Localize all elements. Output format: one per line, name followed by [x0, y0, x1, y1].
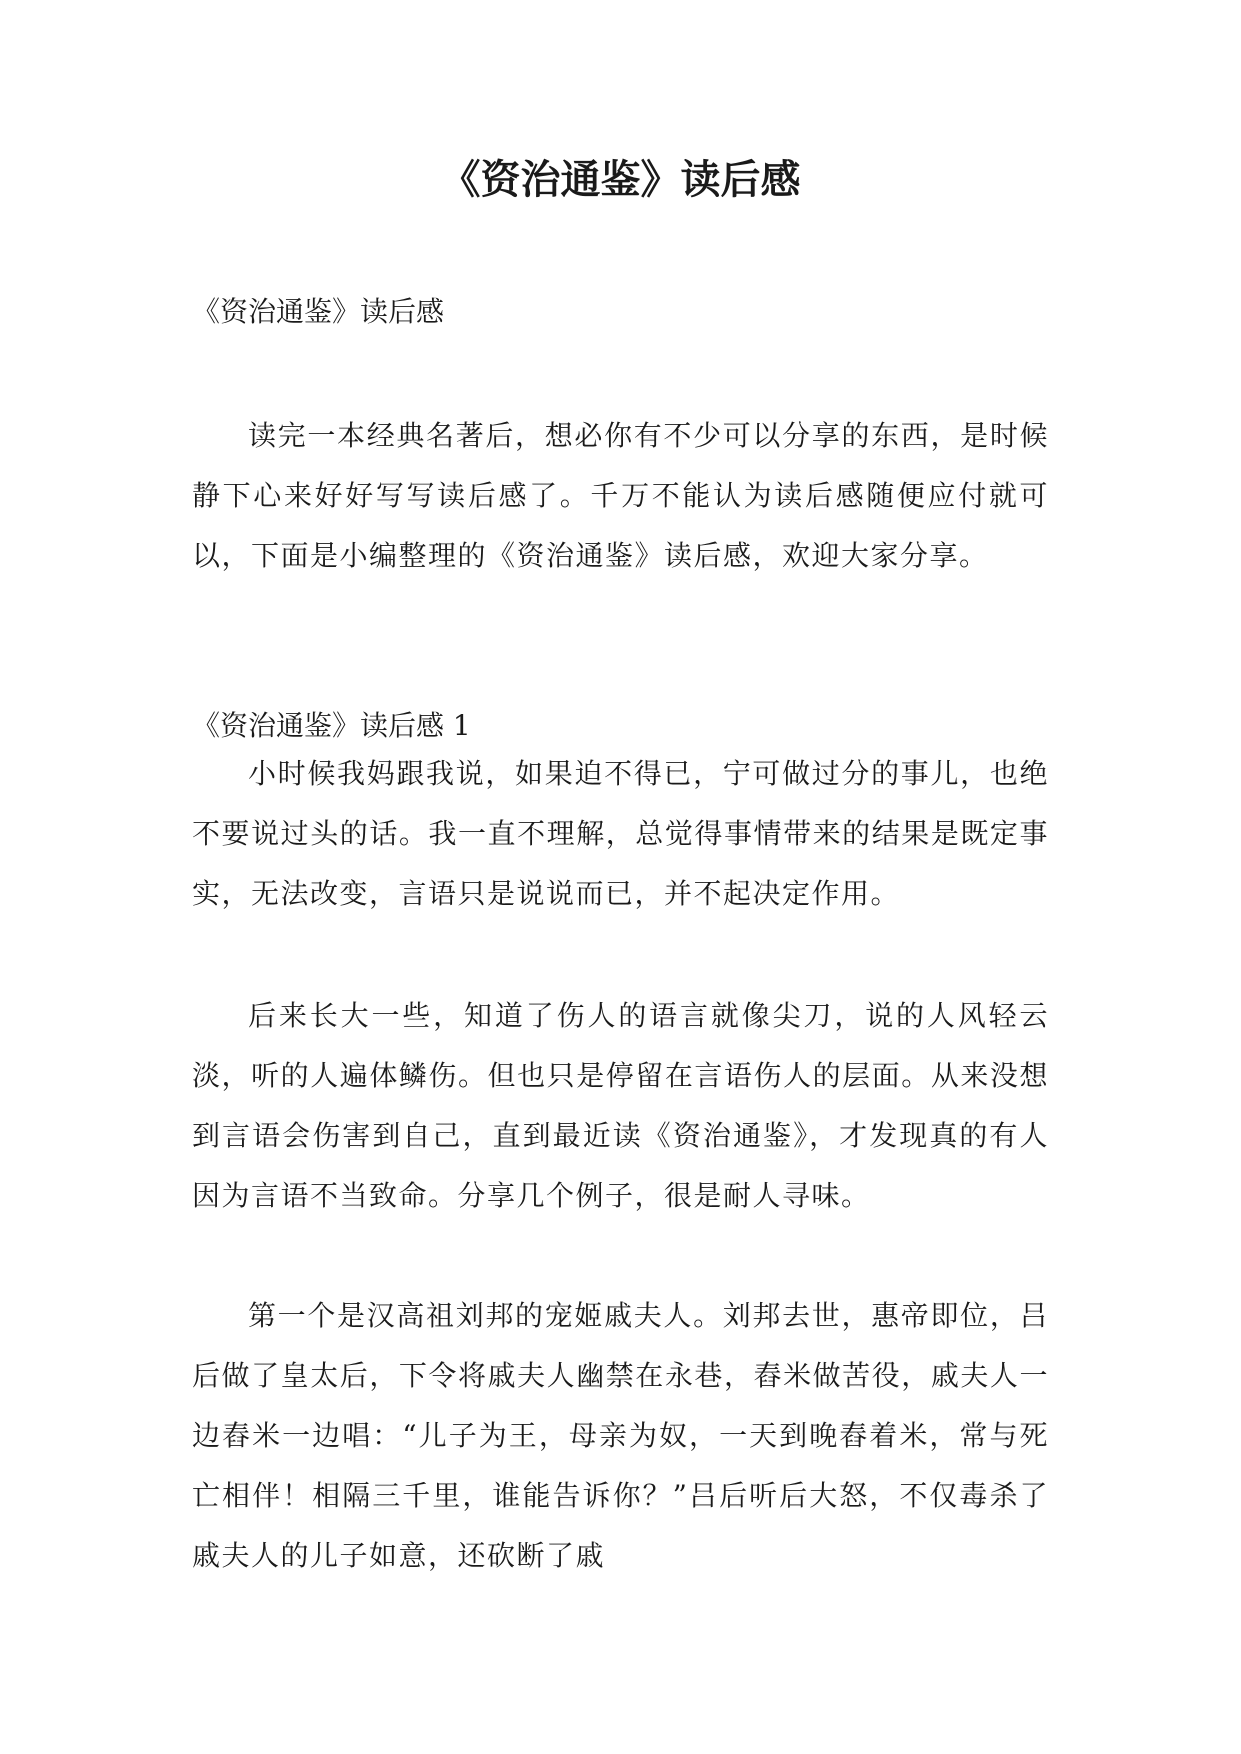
document-subtitle: 《资治通鉴》读后感 — [192, 295, 445, 328]
body-paragraph: 第一个是汉高祖刘邦的宠姬戚夫人。刘邦去世，惠帝即位，吕后做了皇太后，下令将戚夫人幽禁在永巷，舂米做苦役，戚夫人一边舂米一边唱：“儿子为王，母亲为奴，一天到晚舂着米，常与死亡相伴！相隔三千里，谁能告诉你？”吕后听后大怒，不仅毒杀了戚夫人的儿子如意，还砍断了戚 — [192, 1299, 1049, 1572]
body-paragraph: 后来长大一些，知道了伤人的语言就像尖刀，说的人风轻云淡，听的人遍体鳞伤。但也只是停留在言语伤人的层面。从来没想到言语会伤害到自己，直到最近读《资治通鉴》，才发现真的有人因为言语不当致命。分享几个例子，很是耐人寻味。 — [192, 999, 1049, 1212]
intro-paragraph: 读完一本经典名著后，想必你有不少可以分享的东西，是时候静下心来好好写写读后感了。千万不能认为读后感随便应付就可以，下面是小编整理的《资治通鉴》读后感，欢迎大家分享。 — [192, 419, 1049, 572]
document-title: 《资治通鉴》读后感 — [440, 156, 801, 203]
body-paragraph: 小时候我妈跟我说，如果迫不得已，宁可做过分的事儿，也绝不要说过头的话。我一直不理解，总觉得事情带来的结果是既定事实，无法改变，言语只是说说而已，并不起决定作用。 — [192, 757, 1049, 910]
section-heading: 《资治通鉴》读后感 1 — [192, 709, 471, 742]
